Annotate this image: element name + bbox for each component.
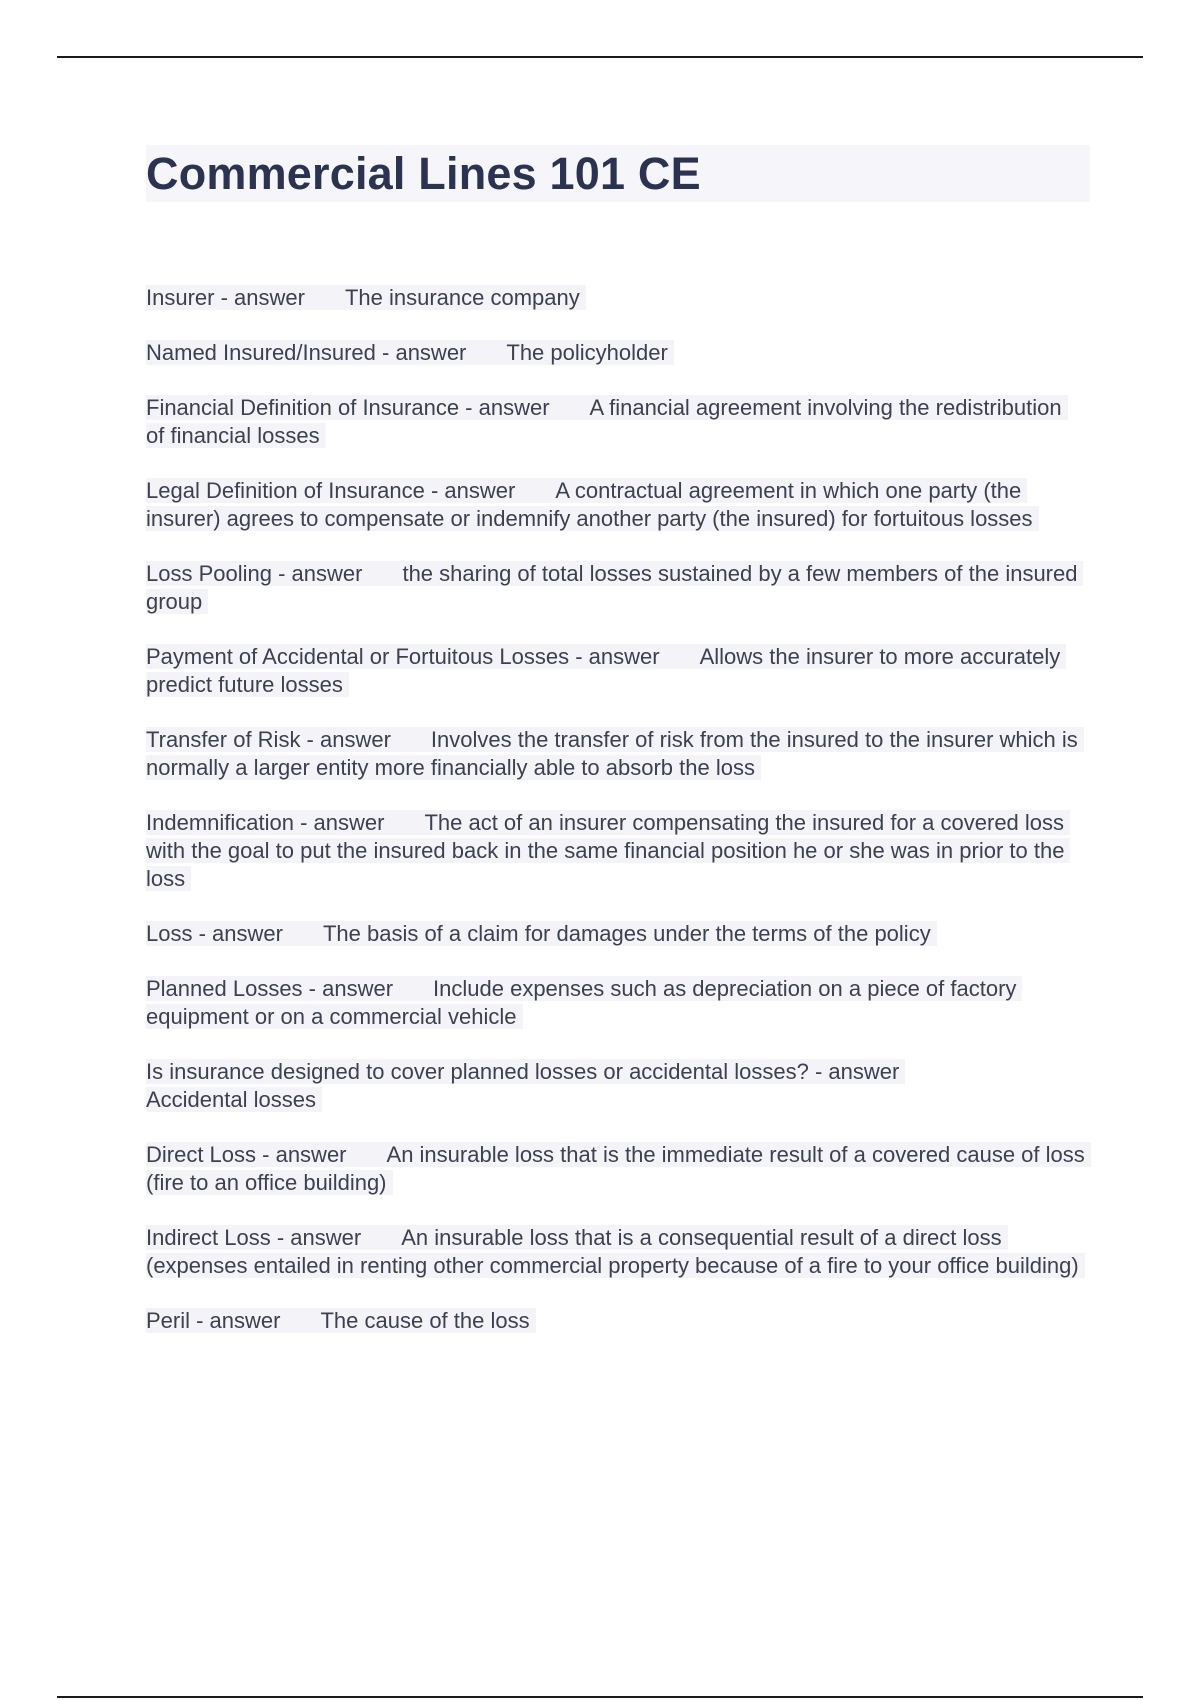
qa-answer: The basis of a claim for damages under the terms of the policy (322, 921, 931, 946)
qa-answer: The policyholder (506, 340, 668, 365)
qa-item (146, 339, 1086, 367)
qa-list (146, 284, 1090, 1335)
qa-answer: An insurable loss that is a consequential result of a direct loss (expenses entailed in renting other commercial property because of a fire to your office building) (146, 1225, 1079, 1278)
qa-item (146, 726, 1086, 782)
qa-term: Direct Loss - answer (146, 1142, 347, 1167)
qa-item (146, 975, 1086, 1031)
qa-term: Named Insured/Insured - answer (146, 340, 467, 365)
document-body (146, 145, 1090, 1362)
qa-item (146, 643, 1086, 699)
qa-answer: The insurance company (344, 285, 580, 310)
qa-item (146, 477, 1086, 533)
qa-answer: the sharing of total losses sustained by a few members of the insured group (146, 561, 1078, 614)
qa-term: Legal Definition of Insurance - answer (146, 478, 516, 503)
qa-term: Insurer - answer (146, 285, 305, 310)
qa-term: Is insurance designed to cover planned losses or accidental losses? - answer (146, 1059, 900, 1084)
qa-answer: A financial agreement involving the redistribution of financial losses (146, 395, 1062, 448)
qa-answer: The act of an insurer compensating the insured for a covered loss with the goal to put the insured back in the same financial position he or she was in prior to the loss (146, 810, 1065, 891)
qa-term: Planned Losses - answer (146, 976, 394, 1001)
qa-item (146, 1224, 1086, 1280)
qa-answer: Include expenses such as depreciation on a piece of factory equipment or on a commercial vehicle (146, 976, 1017, 1029)
qa-term: Transfer of Risk - answer (146, 727, 391, 752)
qa-answer: Involves the transfer of risk from the insured to the insurer which is normally a larger entity more financially able to absorb the loss (146, 727, 1078, 780)
page-title: Commercial Lines 101 CE (146, 148, 701, 199)
qa-answer: An insurable loss that is the immediate result of a covered cause of loss (fire to an office building) (146, 1142, 1085, 1195)
qa-item (146, 920, 1086, 948)
qa-term: Peril - answer (146, 1308, 281, 1333)
qa-answer: Accidental losses (146, 1087, 316, 1112)
qa-term: Loss Pooling - answer (146, 561, 363, 586)
top-rule (57, 56, 1143, 58)
qa-term: Indirect Loss - answer (146, 1225, 362, 1250)
qa-item (146, 1141, 1086, 1197)
title-block (146, 145, 1090, 202)
qa-answer: A contractual agreement in which one party (the insurer) agrees to compensate or indemnify another party (the insured) for fortuitous losses (146, 478, 1033, 531)
qa-answer: Allows the insurer to more accurately predict future losses (146, 644, 1061, 697)
qa-item (146, 394, 1086, 450)
qa-answer: The cause of the loss (320, 1308, 530, 1333)
qa-item (146, 560, 1086, 616)
qa-item (146, 1307, 1086, 1335)
qa-term: Payment of Accidental or Fortuitous Losses - answer (146, 644, 660, 669)
bottom-rule (57, 1696, 1143, 1698)
qa-term: Indemnification - answer (146, 810, 385, 835)
qa-item (146, 1058, 1086, 1114)
qa-item (146, 809, 1086, 893)
qa-term: Loss - answer (146, 921, 283, 946)
qa-term: Financial Definition of Insurance - answer (146, 395, 550, 420)
qa-item (146, 284, 1086, 312)
